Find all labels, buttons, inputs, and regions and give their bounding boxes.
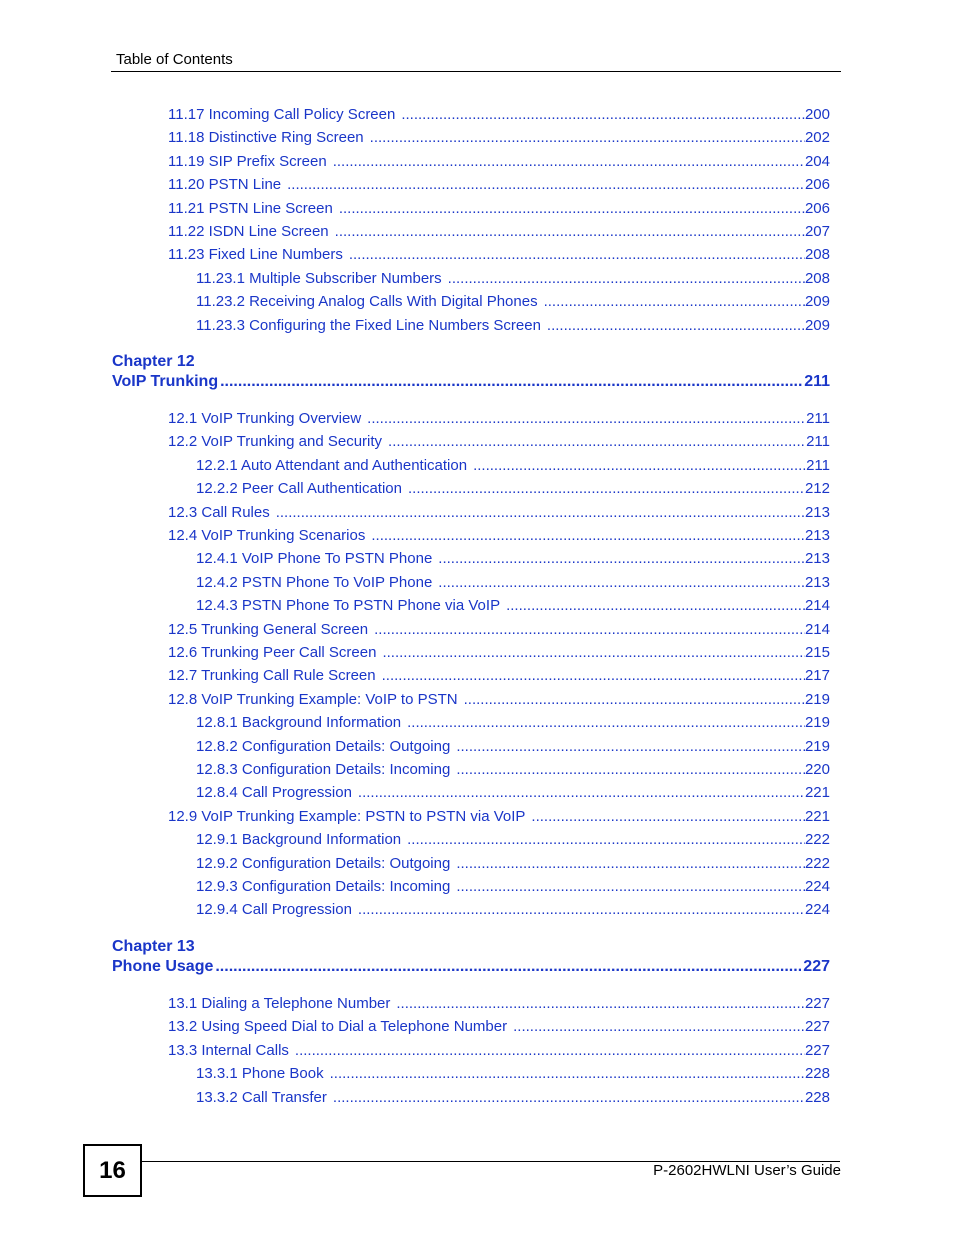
toc-entry[interactable] <box>196 738 830 758</box>
dot-leader <box>456 761 805 778</box>
dot-leader <box>215 958 801 976</box>
toc-entry-page[interactable]: 224 <box>804 878 830 895</box>
toc-entry[interactable] <box>168 504 830 524</box>
toc-entry[interactable] <box>168 691 830 711</box>
toc-entry-page[interactable]: 228 <box>804 1065 830 1083</box>
dot-leader <box>330 1065 805 1082</box>
dot-leader <box>276 504 805 521</box>
toc-entry-title[interactable]: 11.23 Fixed Line Numbers <box>168 246 343 264</box>
dot-leader <box>339 200 805 217</box>
toc-entry[interactable] <box>168 1018 830 1038</box>
dot-leader <box>407 714 805 731</box>
toc-entry[interactable] <box>168 644 830 664</box>
toc-entry[interactable] <box>196 1089 830 1109</box>
toc-entry-page[interactable]: 221 <box>804 784 830 802</box>
toc-entry[interactable] <box>168 106 830 126</box>
toc-entry[interactable] <box>196 784 830 804</box>
toc-entry-title[interactable]: 11.23.2 Receiving Analog Calls With Digital Phones <box>196 293 538 311</box>
dot-leader <box>367 410 806 427</box>
chapter-13-title[interactable]: Phone Usage <box>112 958 214 975</box>
toc-entry[interactable] <box>196 293 830 313</box>
toc-entry-page[interactable]: 215 <box>804 644 830 661</box>
toc-entry-page[interactable]: 214 <box>804 620 830 638</box>
toc-entry-title[interactable]: 12.1 VoIP Trunking Overview <box>168 410 362 427</box>
toc-entry[interactable] <box>196 831 830 851</box>
chapter-12-title[interactable]: VoIP Trunking <box>112 373 219 390</box>
dot-leader <box>335 223 805 240</box>
toc-entry[interactable] <box>196 317 830 337</box>
toc-entry-title[interactable]: 12.8.2 Configuration Details: Outgoing <box>196 737 451 755</box>
toc-entry-title[interactable]: 12.7 Trunking Call Rule Screen <box>168 667 376 685</box>
toc-entry-page[interactable]: 222 <box>804 854 830 872</box>
dot-leader <box>531 808 805 825</box>
toc-entry-page[interactable]: 206 <box>804 176 830 194</box>
toc-entry[interactable] <box>196 597 830 617</box>
toc-entry[interactable] <box>168 153 830 173</box>
toc-entry-title[interactable]: 13.3.2 Call Transfer <box>196 1088 327 1106</box>
toc-entry[interactable] <box>196 270 830 290</box>
dot-leader <box>287 176 805 193</box>
toc-entry-page[interactable]: 208 <box>804 269 830 287</box>
toc-entry[interactable] <box>168 995 830 1015</box>
toc-entry-page[interactable]: 217 <box>804 667 830 685</box>
toc-entry[interactable] <box>168 527 830 547</box>
toc-entry[interactable] <box>168 129 830 149</box>
toc-entry-page[interactable]: 228 <box>804 1088 830 1106</box>
dot-leader <box>408 480 805 497</box>
toc-entry-title[interactable]: 12.8.3 Configuration Details: Incoming <box>196 761 451 778</box>
dot-leader <box>407 831 805 848</box>
toc-entry-page[interactable]: 213 <box>804 550 830 568</box>
toc-entry-title[interactable]: 12.4.1 VoIP Phone To PSTN Phone <box>196 550 433 568</box>
toc-entry[interactable] <box>168 200 830 220</box>
toc-entry[interactable] <box>196 878 830 898</box>
chapter-12-label[interactable]: Chapter 12 <box>112 353 195 370</box>
dot-leader <box>374 621 805 638</box>
toc-entry-title[interactable]: 12.4.2 PSTN Phone To VoIP Phone <box>196 573 433 591</box>
toc-entry-title[interactable]: 12.3 Call Rules <box>168 503 270 521</box>
toc-entry[interactable] <box>196 457 830 477</box>
toc-entry[interactable] <box>196 855 830 875</box>
toc-entry-page[interactable]: 227 <box>804 1041 830 1059</box>
toc-entry-title[interactable]: 12.2.1 Auto Attendant and Authentication <box>196 456 468 474</box>
toc-entry[interactable] <box>196 901 830 921</box>
toc-entry-page[interactable]: 208 <box>804 246 830 264</box>
dot-leader <box>473 457 806 474</box>
toc-entry-page[interactable]: 204 <box>804 152 830 170</box>
toc-entry-title[interactable]: 11.20 PSTN Line <box>168 176 282 194</box>
dot-leader <box>544 293 805 310</box>
toc-entry-title[interactable]: 11.22 ISDN Line Screen <box>168 223 329 240</box>
dot-leader <box>333 1089 805 1106</box>
toc-entry-page[interactable]: 209 <box>804 316 830 334</box>
toc-entry-title[interactable]: 12.4 VoIP Trunking Scenarios <box>168 527 366 544</box>
toc-entry-title[interactable]: 12.2 VoIP Trunking and Security <box>168 433 383 451</box>
toc-entry-title[interactable]: 12.8.4 Call Progression <box>196 784 352 802</box>
toc-entry-title[interactable]: 12.9.4 Call Progression <box>196 901 352 919</box>
dot-leader <box>382 644 805 661</box>
dot-leader <box>464 691 805 708</box>
toc-entry-title[interactable]: 11.19 SIP Prefix Screen <box>168 152 327 170</box>
chapter-12-entry[interactable] <box>112 373 830 395</box>
toc-entry[interactable] <box>196 480 830 500</box>
dot-leader <box>506 597 805 614</box>
toc-entry[interactable] <box>168 621 830 641</box>
toc-entry-title[interactable]: 12.4.3 PSTN Phone To PSTN Phone via VoIP <box>196 597 501 615</box>
toc-entry-page[interactable]: 214 <box>804 597 830 615</box>
toc-entry-title[interactable]: 13.2 Using Speed Dial to Dial a Telephone Number <box>168 1018 508 1036</box>
dot-leader <box>448 270 805 287</box>
chapter-13-label[interactable]: Chapter 13 <box>112 938 195 955</box>
toc-entry-title[interactable]: 11.23.1 Multiple Subscriber Numbers <box>196 269 442 287</box>
dot-leader <box>382 667 805 684</box>
toc-entry-page[interactable]: 224 <box>804 901 830 919</box>
header-section-label: Table of Contents <box>116 51 233 68</box>
toc-entry-title[interactable]: 12.6 Trunking Peer Call Screen <box>168 644 377 661</box>
toc-entry[interactable] <box>196 550 830 570</box>
dot-leader <box>438 550 805 567</box>
page-number: 16 <box>83 1144 142 1197</box>
toc-entry[interactable] <box>196 761 830 781</box>
toc-entry-page[interactable]: 213 <box>804 503 830 521</box>
toc-entry-title[interactable]: 11.23.3 Configuring the Fixed Line Numbers Screen <box>196 316 541 334</box>
toc-entry-title[interactable]: 12.9.3 Configuration Details: Incoming <box>196 878 451 895</box>
toc-entry-page[interactable]: 219 <box>804 714 830 732</box>
toc-entry-page[interactable]: 211 <box>806 456 830 474</box>
toc-entry[interactable] <box>196 1065 830 1085</box>
toc-entry[interactable] <box>168 433 830 453</box>
toc-entry[interactable] <box>168 808 830 828</box>
toc-entry-title[interactable]: 12.8 VoIP Trunking Example: VoIP to PSTN <box>168 690 458 708</box>
toc-entry-title[interactable]: 11.17 Incoming Call Policy Screen <box>168 106 396 123</box>
toc-entry[interactable] <box>196 714 830 734</box>
toc-entry[interactable] <box>168 667 830 687</box>
dot-leader <box>388 433 806 450</box>
toc-entry-title[interactable]: 12.9.2 Configuration Details: Outgoing <box>196 854 451 872</box>
dot-leader <box>401 106 805 123</box>
toc-entry-page[interactable]: 209 <box>804 293 830 311</box>
toc-entry-page[interactable]: 220 <box>804 761 830 778</box>
toc-entry-title[interactable]: 13.3 Internal Calls <box>168 1041 289 1059</box>
toc-entry-title[interactable]: 12.9 VoIP Trunking Example: PSTN to PSTN via VoIP <box>168 807 526 825</box>
toc-entry[interactable] <box>168 410 830 430</box>
toc-entry[interactable] <box>168 223 830 243</box>
dot-leader <box>370 129 805 146</box>
toc-entry[interactable] <box>168 176 830 196</box>
toc-entry[interactable] <box>168 1042 830 1062</box>
dot-leader <box>438 574 805 591</box>
toc-entry-page[interactable]: 207 <box>804 223 830 240</box>
toc-entry-title[interactable]: 11.21 PSTN Line Screen <box>168 199 333 217</box>
toc-entry-page[interactable]: 213 <box>804 573 830 591</box>
toc-entry[interactable] <box>196 574 830 594</box>
dot-leader <box>295 1042 805 1059</box>
dot-leader <box>456 855 805 872</box>
dot-leader <box>371 527 805 544</box>
dot-leader <box>513 1018 805 1035</box>
dot-leader <box>358 784 805 801</box>
dot-leader <box>333 153 805 170</box>
dot-leader <box>547 317 805 334</box>
dot-leader <box>349 246 805 263</box>
toc-entry-title[interactable]: 12.9.1 Background Information <box>196 831 402 849</box>
toc-entry-page[interactable]: 227 <box>804 1018 830 1036</box>
toc-entry-page[interactable]: 227 <box>804 995 830 1012</box>
guide-name: P-2602HWLNI User’s Guide <box>653 1162 841 1179</box>
toc-entry-title[interactable]: 13.1 Dialing a Telephone Number <box>168 995 391 1012</box>
toc-entry-title[interactable]: 12.5 Trunking General Screen <box>168 620 369 638</box>
toc-entry-page[interactable]: 202 <box>804 129 830 147</box>
chapter-13-entry[interactable] <box>112 958 830 980</box>
toc-entry-title[interactable]: 13.3.1 Phone Book <box>196 1065 324 1083</box>
chapter-12-page[interactable]: 211 <box>804 373 830 390</box>
header-rule <box>111 71 841 72</box>
toc-entry-page[interactable]: 211 <box>806 433 830 451</box>
toc-entry[interactable] <box>168 246 830 266</box>
toc-entry-page[interactable]: 213 <box>804 527 830 544</box>
toc-entry-page[interactable]: 219 <box>804 690 830 708</box>
toc-entry-page[interactable]: 219 <box>804 737 830 755</box>
dot-leader <box>456 878 805 895</box>
toc-entry-page[interactable]: 221 <box>804 807 830 825</box>
toc-entry-page[interactable]: 200 <box>804 106 830 123</box>
dot-leader <box>396 995 805 1012</box>
toc-entry-page[interactable]: 211 <box>806 410 830 427</box>
toc-entry-title[interactable]: 12.2.2 Peer Call Authentication <box>196 480 402 498</box>
toc-entry-page[interactable]: 212 <box>804 480 830 498</box>
dot-leader <box>220 373 802 391</box>
toc-entry-page[interactable]: 206 <box>804 199 830 217</box>
dot-leader <box>456 738 805 755</box>
toc-entry-title[interactable]: 12.8.1 Background Information <box>196 714 402 732</box>
toc-entry-title[interactable]: 11.18 Distinctive Ring Screen <box>168 129 364 147</box>
chapter-13-page[interactable]: 227 <box>803 958 830 975</box>
dot-leader <box>358 901 805 918</box>
toc-entry-page[interactable]: 222 <box>804 831 830 849</box>
